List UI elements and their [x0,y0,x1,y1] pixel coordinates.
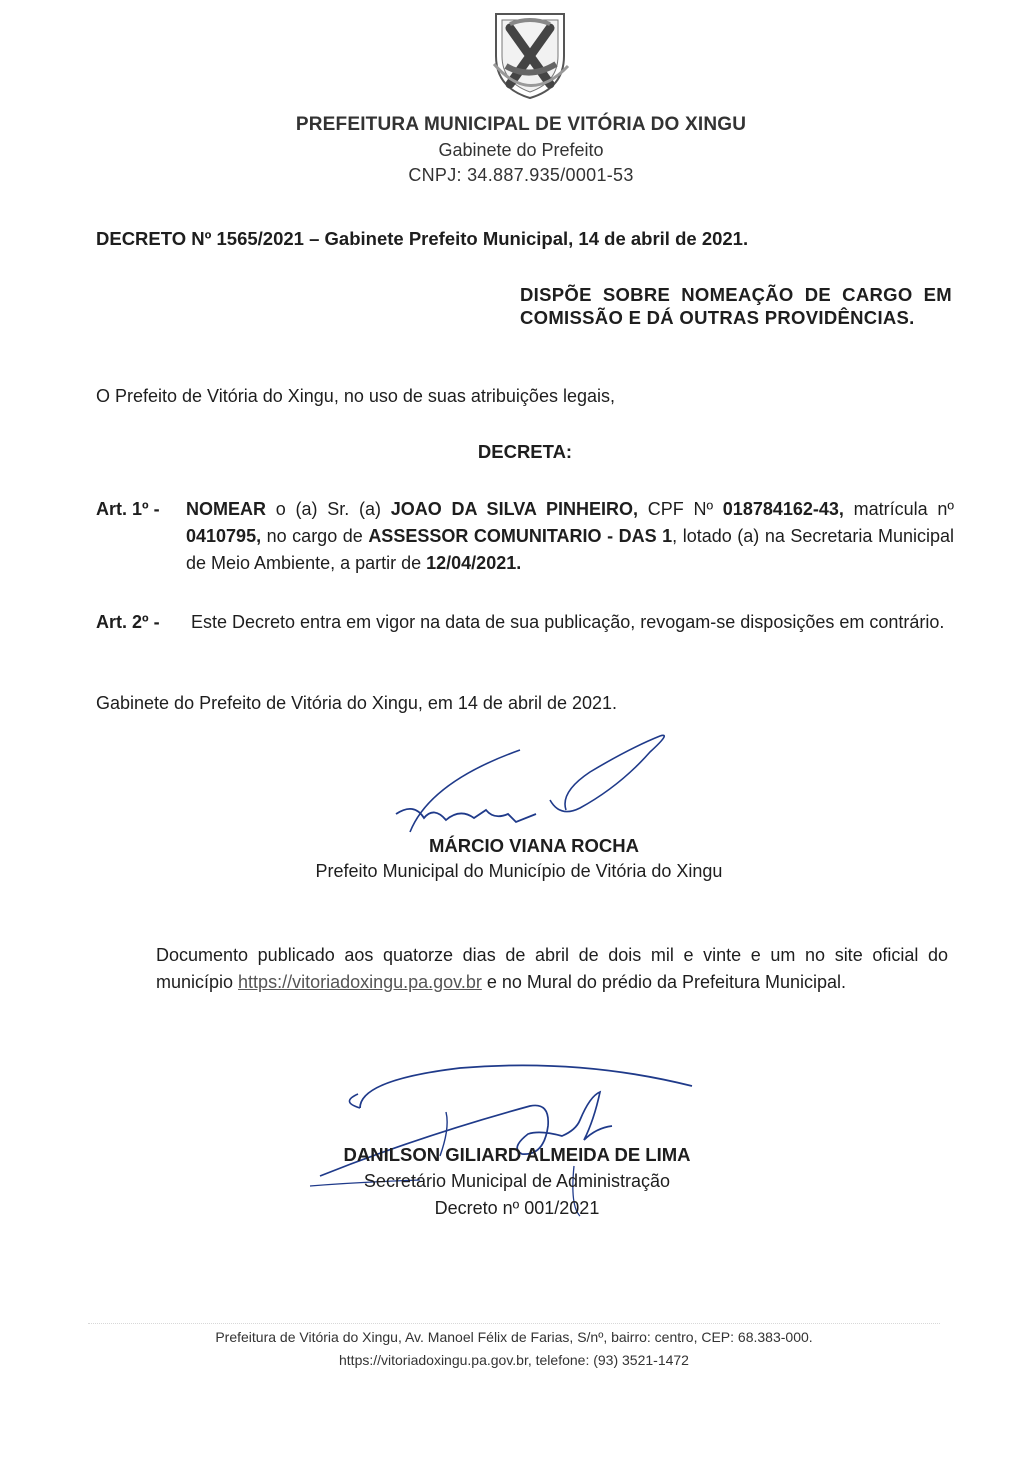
appointee-matricula: 0410795, [186,526,262,546]
municipal-seal-emblem [476,6,584,102]
handwritten-signature-mayor [390,722,690,842]
article-1-text: no cargo de [261,526,369,546]
decreta-heading: DECRETA: [477,441,573,462]
signatory-1-role: Prefeito Municipal do Município de Vitória do Xingu [315,861,723,881]
appointee-cargo: ASSESSOR COMUNITARIO - DAS 1 [368,526,673,546]
office-name: Gabinete do Prefeito [438,140,604,160]
signatory-2-role: Secretário Municipal de Administração [363,1171,671,1191]
article-1-label: Art. 1º - [96,499,160,519]
appointee-name: JOAO DA SILVA PINHEIRO, [390,499,638,519]
article-1-text: , lotado (a) na Secretaria Municipal de Meio Ambiente, a partir de [186,526,955,573]
publication-note [156,942,948,996]
article-2 [96,609,954,636]
appointment-date: 12/04/2021. [426,553,522,573]
decree-title: DECRETO Nº 1565/2021 – Gabinete Prefeito Municipal, 14 de abril de 2021. [96,228,749,249]
publication-text: Documento publicado aos quatorze dias de abril de dois mil e vinte e um no site oficial do município [156,945,948,992]
publication-text: e no Mural do prédio da Prefeitura Municipal. [481,972,847,992]
signatory-2-decree: Decreto nº 001/2021 [434,1198,600,1218]
article-2-label: Art. 2º - [96,612,160,632]
closing-statement: Gabinete do Prefeito de Vitória do Xingu, em 14 de abril de 2021. [96,693,618,713]
article-1-verb: NOMEAR [186,499,266,519]
signatory-1-name: MÁRCIO VIANA ROCHA [428,835,639,856]
appointee-cpf: 018784162-43, [722,499,844,519]
decree-preamble: O Prefeito de Vitória do Xingu, no uso de suas atribuições legais, [96,386,615,406]
footer-contact: https://vitoriadoxingu.pa.gov.br, telefone: (93) 3521-1472 [339,1352,689,1368]
decree-ementa: DISPÕE SOBRE NOMEAÇÃO DE CARGO EM COMISSÃO E DÁ OUTRAS PROVIDÊNCIAS. [520,284,952,328]
article-1 [96,496,954,577]
municipality-name: PREFEITURA MUNICIPAL DE VITÓRIA DO XINGU [295,114,747,135]
signatory-2-name: DANILSON GILIARD ALMEIDA DE LIMA [343,1144,691,1165]
article-1-text: matrícula nº [843,499,955,519]
cnpj: CNPJ: 34.887.935/0001-53 [408,165,634,185]
article-1-text: o (a) Sr. (a) [266,499,391,519]
footer-divider [88,1323,940,1324]
footer-address: Prefeitura de Vitória do Xingu, Av. Manoel Félix de Farias, S/nº, bairro: centro, CEP: 68.383-000. [215,1329,813,1345]
article-1-text: CPF Nº [637,499,723,519]
publication-link[interactable]: https://vitoriadoxingu.pa.gov.br [238,972,482,992]
article-2-text: Este Decreto entra em vigor na data de sua publicação, revogam-se disposições em contrário. [186,612,945,632]
